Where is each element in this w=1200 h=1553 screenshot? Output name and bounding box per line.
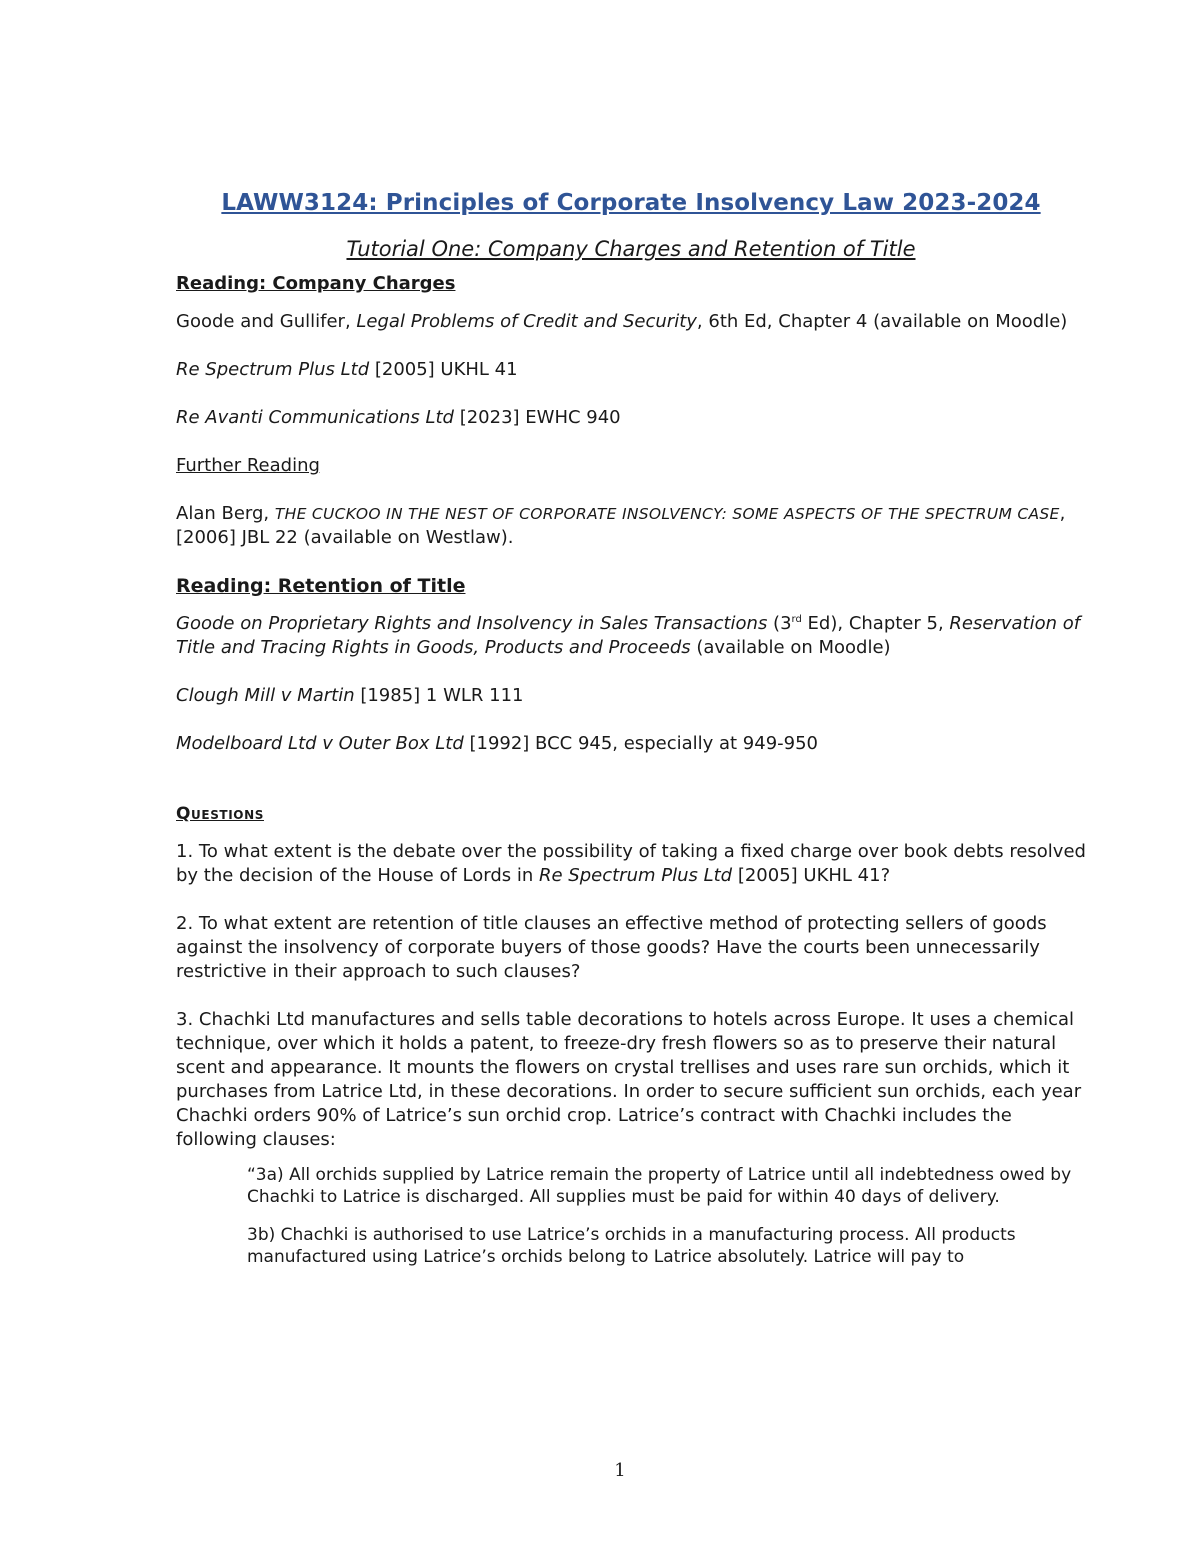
item-text: Ed), Chapter 5, bbox=[801, 613, 950, 634]
book-title: Goode on Proprietary Rights and Insolvency in Sales Transactions bbox=[176, 613, 768, 634]
item-title: Legal Problems of Credit and Security bbox=[356, 311, 697, 332]
item-text: , 6th Ed, Chapter 4 (available on Moodle) bbox=[696, 311, 1068, 332]
case-citation: [1985] 1 WLR 111 bbox=[354, 685, 524, 706]
question-2: 2. To what extent are retention of title clauses an effective method of protecting sellers of goods against the insolvency of corporate buyers of those goods? Have the courts been unnecessarily restrictive in their approach to such clauses? bbox=[176, 913, 1047, 982]
document-title: LAWW3124: Principles of Corporate Insolvency Law 2023-2024 bbox=[221, 190, 1041, 216]
item-text: , [2006] JBL 22 (available on Westlaw). bbox=[176, 503, 1066, 548]
reading-retention-item-3 bbox=[176, 732, 1086, 756]
reading-charges-item-2 bbox=[176, 358, 1086, 382]
further-reading-item bbox=[176, 502, 1086, 550]
chapter-title: Reservation of Title and Tracing Rights in Goods, Products and Proceeds bbox=[176, 613, 1081, 658]
item-text: (3 bbox=[767, 613, 792, 634]
section-spacer bbox=[176, 780, 1086, 802]
case-name: Clough Mill v Martin bbox=[176, 685, 355, 706]
questions-heading: Questions bbox=[176, 804, 264, 824]
reading-retention-item-1 bbox=[176, 612, 1086, 660]
case-citation: [2005] UKHL 41 bbox=[369, 359, 518, 380]
clause-3b: 3b) Chachki is authorised to use Latrice’s orchids in a manufacturing process. All products manufactured using Latrice’s orchids belong to Latrice absolutely. Latrice will pay to bbox=[247, 1225, 1016, 1267]
question-text: 1. To what extent is the debate over the possibility of taking a fixed charge over book debts resolved by the decision of the House of Lords in bbox=[176, 841, 1086, 886]
item-text: Alan Berg, bbox=[176, 503, 275, 524]
case-citation: [1992] BCC 945, especially at 949-950 bbox=[463, 733, 819, 754]
reading-retention-heading: Reading: Retention of Title bbox=[176, 575, 466, 597]
ordinal-suffix: rd bbox=[791, 614, 802, 625]
document-subtitle: Tutorial One: Company Charges and Retention of Title bbox=[346, 237, 916, 261]
reading-retention-item-2 bbox=[176, 684, 1086, 708]
case-name: Re Avanti Communications Ltd bbox=[176, 407, 454, 428]
question-1 bbox=[176, 840, 1086, 888]
clause-3a: “3a) All orchids supplied by Latrice remain the property of Latrice until all indebtedness owed by Chachki to Latrice is discharged. All supplies must be paid for within 40 days of delivery. bbox=[247, 1165, 1072, 1207]
item-text: (available on Moodle) bbox=[690, 637, 891, 658]
case-citation: [2023] EWHC 940 bbox=[453, 407, 621, 428]
article-title: THE CUCKOO IN THE NEST OF CORPORATE INSOLVENCY: SOME ASPECTS OF THE SPECTRUM CASE bbox=[274, 505, 1060, 523]
question-text: [2005] UKHL 41? bbox=[732, 865, 891, 886]
item-text: Goode and Gullifer, bbox=[176, 311, 357, 332]
case-name: Modelboard Ltd v Outer Box Ltd bbox=[176, 733, 464, 754]
further-reading-heading: Further Reading bbox=[176, 455, 320, 476]
case-name: Re Spectrum Plus Ltd bbox=[538, 865, 733, 886]
document-body bbox=[176, 186, 1086, 1284]
case-name: Re Spectrum Plus Ltd bbox=[176, 359, 370, 380]
reading-charges-item-3 bbox=[176, 406, 1086, 430]
reading-charges-item-1 bbox=[176, 310, 1086, 334]
reading-charges-heading: Reading: Company Charges bbox=[176, 273, 456, 294]
page-number: 1 bbox=[614, 1460, 626, 1481]
question-3: 3. Chachki Ltd manufactures and sells table decorations to hotels across Europe. It uses a chemical technique, over which it holds a patent, to freeze-dry fresh flowers so as to preserve their natural scent and appearance. It mounts the flowers on crystal trellises and uses rare sun orchids, which it purchases from Latrice Ltd, in these decorations. In order to secure sufficient sun orchids, each year Chachki orders 90% of Latrice’s sun orchid crop. Latrice’s contract with Chachki includes the following clauses: bbox=[176, 1009, 1082, 1150]
